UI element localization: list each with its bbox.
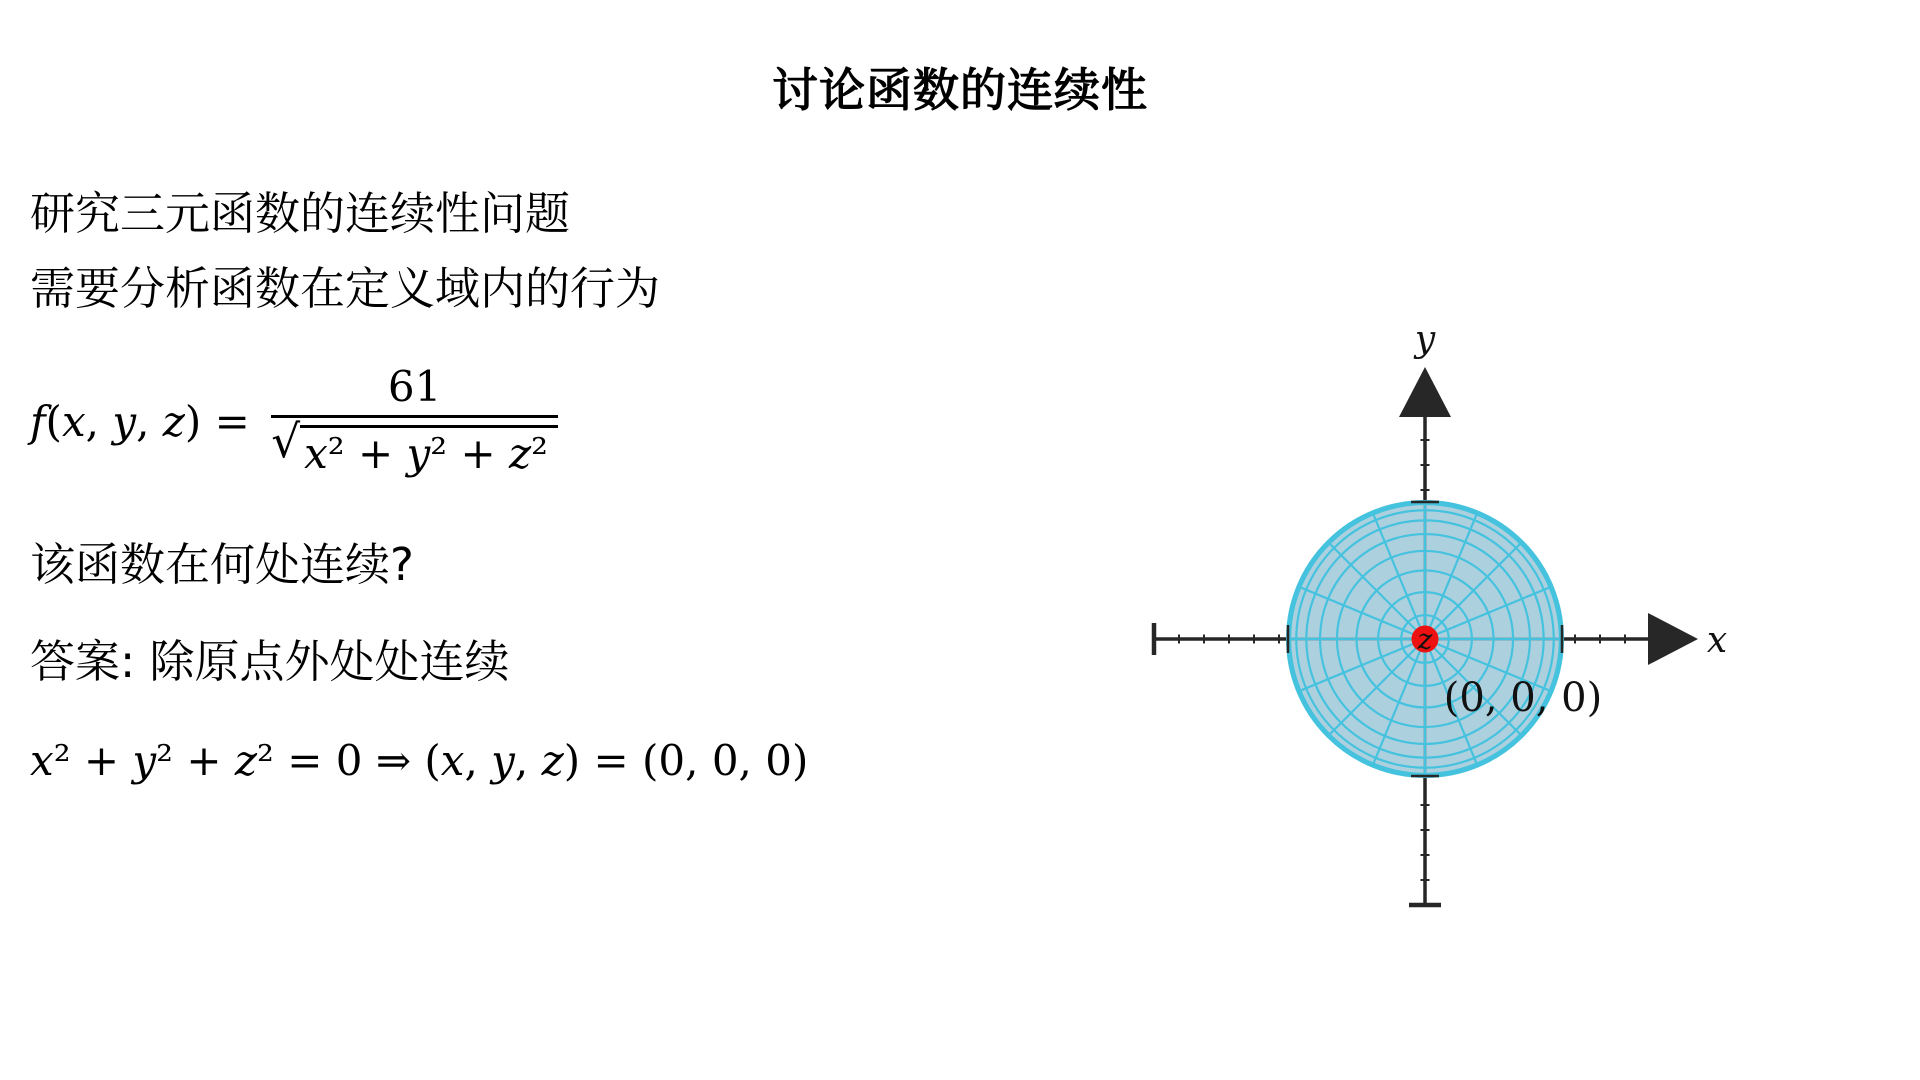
fraction-numerator: 61 [387,362,442,411]
answer-line: 答案: 除原点外处处连续 [30,635,510,688]
question-line: 该函数在何处连续? [30,538,414,591]
origin-coordinates-label: (0, 0, 0) [1443,675,1603,721]
body-line-1: 研究三元函数的连续性问题 [30,187,571,240]
fraction [271,362,558,478]
formula-lhs: f(x, y, z) = [30,397,264,446]
y-axis-label: y [1414,319,1436,360]
page-title: 讨论函数的连续性 [772,63,1148,117]
radical-sign: √ [271,415,301,468]
z-point-label: z [1417,623,1433,656]
body-line-2: 需要分析函数在定义域内的行为 [30,262,661,315]
fraction-denominator [271,415,558,477]
radicand: x² + y² + z² [300,425,558,477]
x-axis-label: x [1706,620,1728,661]
function-definition-formula [30,362,558,478]
origin-condition-formula: x² + y² + z² = 0 ⇒ (x, y, z) = (0, 0, 0) [30,736,809,785]
coordinate-sphere-diagram [1100,300,1780,940]
